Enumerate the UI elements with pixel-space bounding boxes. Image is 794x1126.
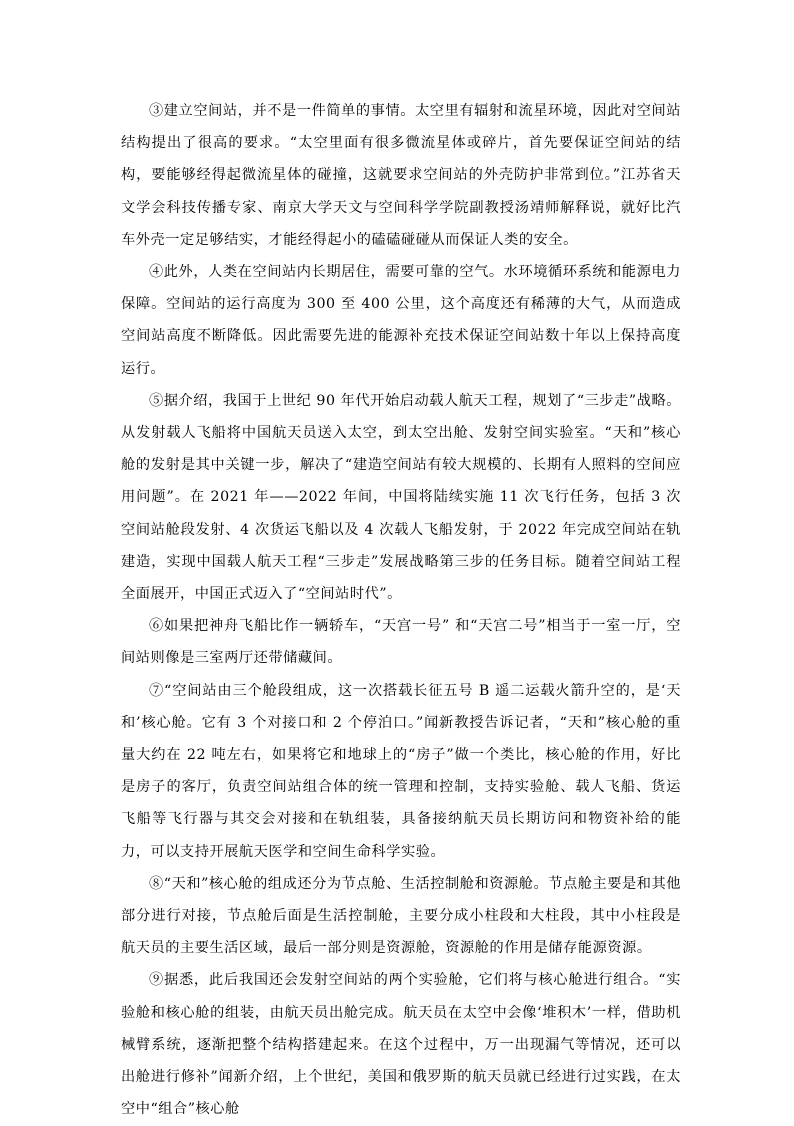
paragraph-9: ⑨据悉，此后我国还会发射空间站的两个实验舱，它们将与核心舱进行组合。“实验舱和核心舱的组装，由航天员出舱完成。航天员在太空中会像‘堆积木’一样，借助机械臂系统，逐渐把整个结构搭建起来。在这个过程中，万一出现漏气等情况，还可以出舱进行修补”闻新介绍，上个世纪，美国和俄罗斯的航天员就已经进行过实践，在太空中“组合”核心舱	[121, 972, 681, 1118]
paragraph-4: ④此外，人类在空间站内长期居住，需要可靠的空气。水环境循环系统和能源电力保障。空间站的运行高度为 300 至 400 公里，这个高度还有稀薄的大气，从而造成空间站高度不断降低。因此需要先进的能源补充技术保证空间站数十年以上保持高度运行。	[121, 264, 681, 377]
article-body	[121, 95, 681, 1126]
paragraph-6: ⑥如果把神舟飞船比作一辆轿车，“天宫一号” 和“天宫二号”相当于一室一厅，空间站则像是三室两厅还带储藏间。	[121, 618, 681, 667]
paragraph-8: ⑧“天和”核心舱的组成还分为节点舱、生活控制舱和资源舱。节点舱主要是和其他部分进行对接，节点舱后面是生活控制舱，主要分成小柱段和大柱段，其中小柱段是航天员的主要生活区域，最后一部分则是资源舱，资源舱的作用是储存能源资源。	[121, 875, 681, 957]
paragraph-5: ⑤据介绍，我国于上世纪 90 年代开始启动载人航天工程，规划了“三步走”战略。从发射载人飞船将中国航天员送入太空，到太空出舱、发射空间实验室。“天和”核心舱的发射是其中关键一步，解决了“建造空间站有较大规模的、长期有人照料的空间应用问题”。在 2021 年——2022 年间，中国将陆续实施 11 次飞行任务，包括 3 次空间站舱段发射、4 次货运飞船以及 4 次载人飞船发射，于 2022 年完成空间站在轨建造，实现中国载人航天工程“三步走”发展战略第三步的任务目标。随着空间站工程全面展开，中国正式迈入了“空间站时代”。	[121, 392, 681, 603]
paragraph-7: ⑦“空间站由三个舱段组成，这一次搭载长征五号 B 遥二运载火箭升空的，是‘天和’核心舱。它有 3 个对接口和 2 个停泊口。”闻新教授告诉记者，“天和”核心舱的重量大约在 22 吨左右，如果将它和地球上的“房子”做一个类比，核心舱的作用，好比是房子的客厅，负责空间站组合体的统一管理和控制，支持实验舱、载人飞船、货运飞船等飞行器与其交会对接和在轨组装，具备接纳航天员长期访问和物资补给的能力，可以支持开展航天医学和空间生命科学实验。	[121, 682, 681, 860]
paragraph-3: ③建立空间站，并不是一件简单的事情。太空里有辐射和流星环境，因此对空间站结构提出了很高的要求。“太空里面有很多微流星体或碎片，首先要保证空间站的结构，要能够经得起微流星体的碰撞，这就要求空间站的外壳防护非常到位。”江苏省天文学会科技传播专家、南京大学天文与空间科学学院副教授汤靖师解释说，就好比汽车外壳一定足够结实，才能经得起小的磕磕碰碰从而保证人类的安全。	[121, 103, 681, 248]
